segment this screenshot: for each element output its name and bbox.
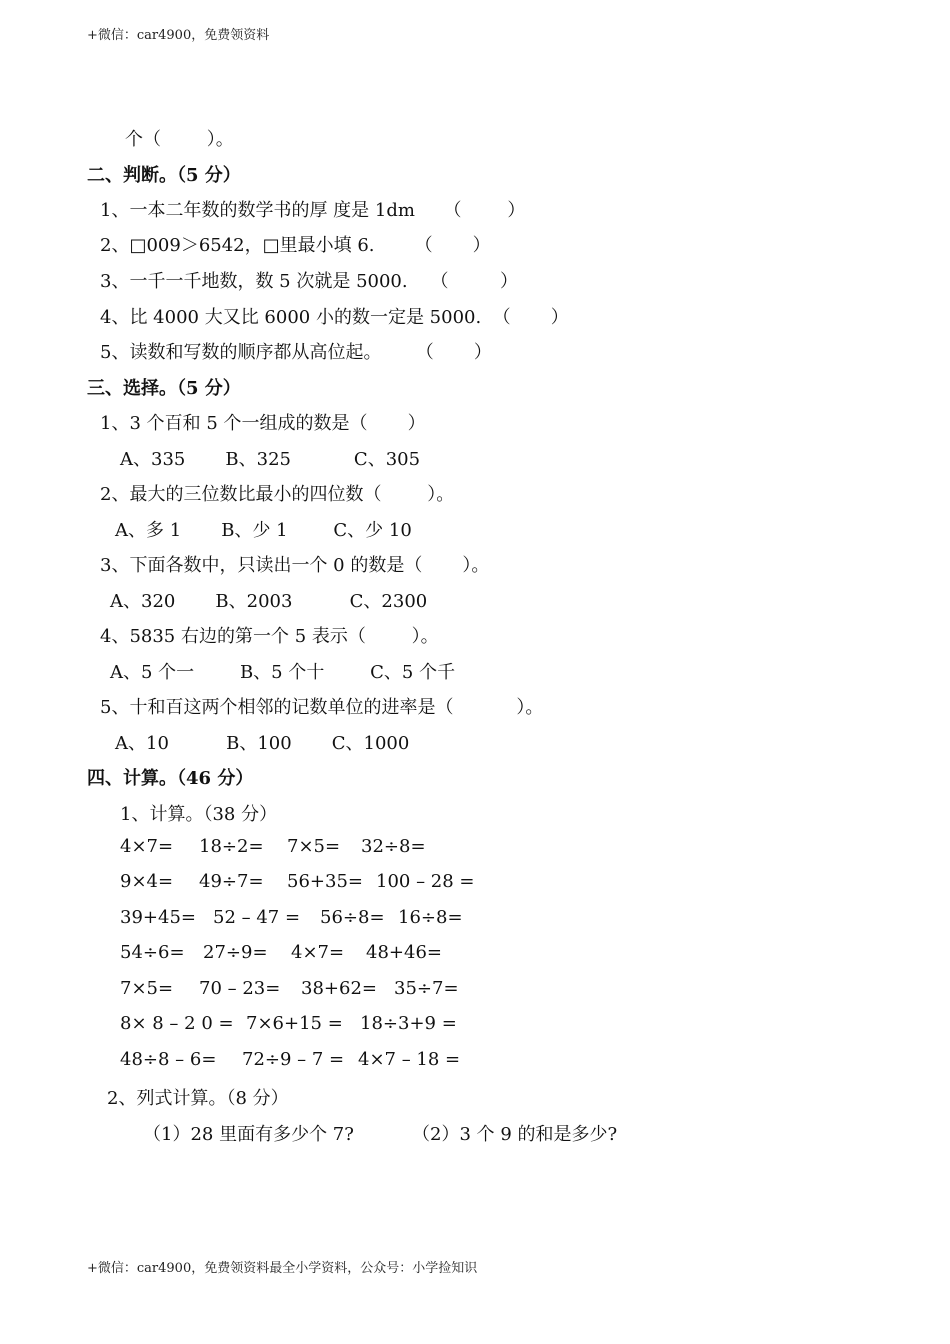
choice-question: 3、下面各数中，只读出一个 0 的数是（ ）。: [100, 555, 490, 576]
choice-options: A、320 B、2003 C、2300: [110, 591, 428, 612]
calc-cell: 7×5=: [287, 836, 341, 857]
calc-cell: 18÷2=: [199, 836, 264, 857]
calc-cell: 18÷3+9 =: [360, 1013, 457, 1034]
judge-item: 1、一本二年数的数学书的厚 度是 1dm （ ）: [100, 200, 526, 221]
calc-cell: 9×4=: [120, 871, 174, 892]
calc-cell: 70 – 23=: [199, 978, 281, 999]
calc-cell: 52 – 47 =: [213, 907, 301, 928]
choice-question: 4、5835 右边的第一个 5 表示（ ）。: [100, 626, 439, 647]
calc-cell: 7×6+15 =: [246, 1013, 343, 1034]
calc-cell: 35÷7=: [394, 978, 459, 999]
carryover-line: 个（ ）。: [125, 129, 234, 150]
choice-question: 2、最大的三位数比最小的四位数（ ）。: [100, 484, 455, 505]
word-problem: （1）28 里面有多少个 7?: [143, 1124, 354, 1145]
choice-options: A、5 个一 B、5 个十 C、5 个千: [110, 662, 456, 683]
judge-item: 3、一千一千地数，数 5 次就是 5000. （ ）: [100, 271, 518, 292]
calc-cell: 4×7=: [291, 942, 345, 963]
calc-cell: 72÷9 – 7 =: [242, 1049, 345, 1070]
calc-cell: 32÷8=: [361, 836, 426, 857]
calc-subtitle: 1、计算。（38 分）: [120, 804, 278, 825]
section-title-calc: 四、计算。（46 分）: [87, 768, 254, 789]
calc-cell: 16÷8=: [398, 907, 463, 928]
choice-options: A、多 1 B、少 1 C、少 10: [115, 520, 412, 541]
calc-subtitle: 2、列式计算。（8 分）: [107, 1088, 289, 1109]
calc-cell: 100 – 28 =: [376, 871, 475, 892]
calc-cell: 39+45=: [120, 907, 196, 928]
choice-options: A、10 B、100 C、1000: [115, 733, 410, 754]
calc-cell: 56+35=: [287, 871, 363, 892]
calc-cell: 56÷8=: [320, 907, 385, 928]
page-header-note: +微信：car4900，免费领资料: [87, 28, 270, 43]
choice-options: A、335 B、325 C、305: [120, 449, 421, 470]
calc-cell: 4×7=: [120, 836, 174, 857]
page-footer-note: +微信：car4900，免费领资料最全小学资料，公众号：小学捡知识: [87, 1261, 478, 1276]
judge-item: 4、比 4000 大又比 6000 小的数一定是 5000. （ ）: [100, 307, 569, 328]
calc-cell: 54÷6=: [120, 942, 185, 963]
calc-cell: 8× 8 – 2 0 =: [120, 1013, 234, 1034]
calc-cell: 48+46=: [366, 942, 442, 963]
calc-cell: 4×7 – 18 =: [358, 1049, 461, 1070]
word-problem: （2）3 个 9 的和是多少?: [412, 1124, 618, 1145]
judge-item: 2、□009＞6542，□里最小填 6. （ ）: [100, 235, 491, 256]
section-title-judge: 二、判断。（5 分）: [87, 165, 241, 186]
calc-cell: 48÷8 – 6=: [120, 1049, 217, 1070]
calc-cell: 49÷7=: [199, 871, 264, 892]
calc-cell: 38+62=: [301, 978, 377, 999]
choice-question: 5、十和百这两个相邻的记数单位的进率是（ ）。: [100, 697, 544, 718]
calc-cell: 27÷9=: [203, 942, 268, 963]
calc-cell: 7×5=: [120, 978, 174, 999]
section-title-choice: 三、选择。（5 分）: [87, 378, 241, 399]
judge-item: 5、读数和写数的顺序都从高位起。 （ ）: [100, 342, 492, 363]
choice-question: 1、3 个百和 5 个一组成的数是（ ）: [100, 413, 426, 434]
